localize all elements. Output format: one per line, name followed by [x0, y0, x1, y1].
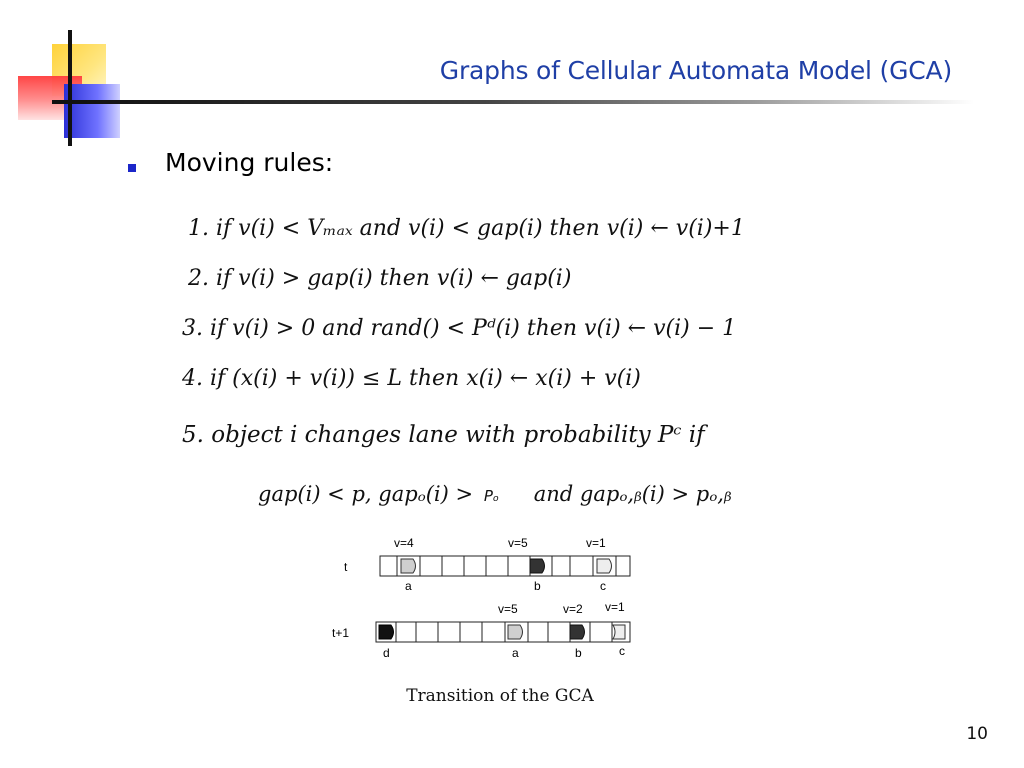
velocity-label: v=2	[563, 602, 583, 616]
condition-po-label: Pₒ	[483, 487, 500, 505]
title-underline	[84, 100, 974, 104]
velocity-label: v=1	[605, 600, 625, 614]
rule-1: 1. if v(i) < Vₘₐₓ and v(i) < gap(i) then v(i) ← v(i)+1	[188, 216, 745, 241]
logo-blue-square	[64, 84, 120, 138]
transition-diagram	[300, 528, 660, 668]
rule-5: 5. object i changes lane with probability Pᶜ if	[182, 422, 705, 448]
row-t-label: t	[344, 560, 348, 574]
lane-change-condition	[258, 482, 732, 506]
vehicle-a-t1	[508, 625, 523, 639]
rule-3: 3. if v(i) > 0 and rand() < Pᵈ(i) then v(i) ← v(i) − 1	[182, 316, 737, 341]
bullet-text: Moving rules:	[165, 148, 334, 177]
velocity-label: v=5	[508, 536, 528, 550]
vehicle-b-t	[530, 559, 545, 573]
vehicle-b-t1	[570, 625, 585, 639]
object-label: c	[600, 579, 606, 593]
object-label: c	[619, 644, 625, 658]
rule-4: 4. if (x(i) + v(i)) ≤ L then x(i) ← x(i) + v(i)	[182, 366, 641, 391]
vehicle-a-t	[401, 559, 416, 573]
page-number: 10	[966, 724, 988, 744]
vehicle-c-t	[597, 559, 612, 573]
row-t-cells	[380, 556, 630, 576]
row-t1-label: t+1	[332, 626, 350, 640]
condition-part-1: gap(i) < p, gapₒ(i) >	[258, 482, 474, 506]
velocity-label: v=4	[394, 536, 414, 550]
vehicle-d-t1	[379, 625, 394, 639]
condition-part-2: and gapₒ,ᵦ(i) > pₒ,ᵦ	[533, 482, 732, 506]
logo-vertical-line	[68, 30, 72, 146]
velocity-label: v=5	[498, 602, 518, 616]
rule-2: 2. if v(i) > gap(i) then v(i) ← gap(i)	[188, 266, 572, 291]
vehicle-c-t1	[613, 625, 625, 639]
slide-title: Graphs of Cellular Automata Model (GCA)	[439, 56, 952, 85]
logo-decoration	[0, 0, 140, 150]
object-label: a	[512, 646, 519, 660]
object-label: a	[405, 579, 412, 593]
object-label: d	[383, 646, 390, 660]
object-label: b	[534, 579, 541, 593]
velocity-label: v=1	[586, 536, 606, 550]
object-label: b	[575, 646, 582, 660]
diagram-caption: Transition of the GCA	[406, 686, 594, 706]
row-t1-cells	[376, 622, 630, 642]
bullet-icon	[128, 164, 136, 172]
